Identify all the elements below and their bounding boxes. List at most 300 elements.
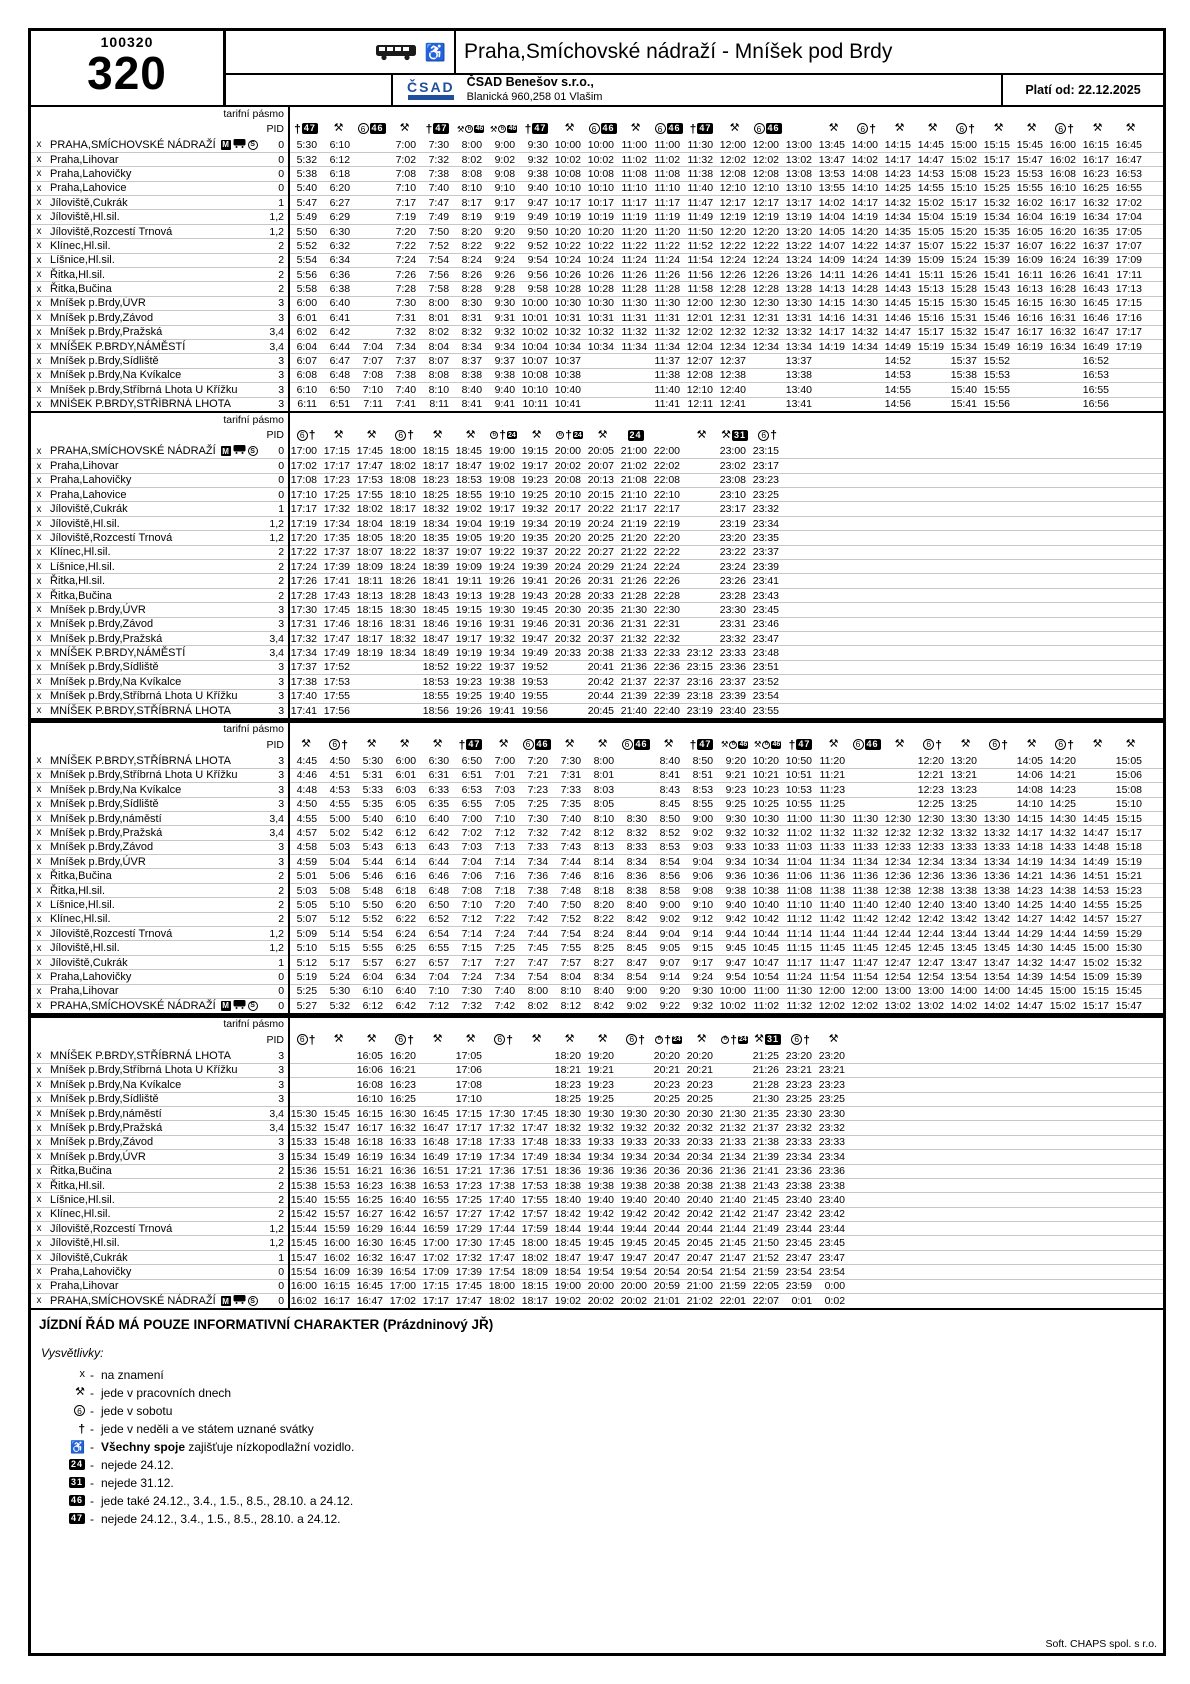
saturday-circle-icon: 6 — [754, 123, 765, 134]
time-cell — [685, 545, 718, 559]
trip-symbols — [421, 120, 454, 138]
time-cell: 17:00 — [388, 1279, 421, 1293]
time-cell: 5:47 — [289, 196, 322, 210]
time-cell: 8:54 — [652, 855, 685, 869]
time-cell: 4:48 — [289, 783, 322, 797]
tariff-zone: 3 — [259, 689, 289, 703]
service-symbol — [457, 125, 484, 134]
time-cell: 9:38 — [718, 883, 751, 897]
time-cell — [355, 253, 388, 267]
time-cell: 16:05 — [1015, 224, 1048, 238]
time-cell: 14:49 — [883, 339, 916, 353]
time-cell: 6:40 — [388, 984, 421, 998]
time-cell: 17:47 — [454, 1294, 487, 1308]
note-46-badge: 46 — [767, 123, 780, 134]
time-cell: 5:05 — [289, 898, 322, 912]
service-symbol — [923, 739, 942, 751]
time-cell: 16:17 — [1015, 325, 1048, 339]
time-cell: 23:02 — [718, 459, 751, 473]
trip-symbols — [520, 426, 553, 444]
tariff-zone: 0 — [259, 473, 289, 487]
time-cell: 14:02 — [817, 196, 850, 210]
time-cell: 5:48 — [355, 883, 388, 897]
time-cell: 7:14 — [454, 927, 487, 941]
time-cell: 11:47 — [817, 955, 850, 969]
stop-row — [31, 703, 1163, 717]
time-cell: 11:31 — [619, 311, 652, 325]
stop-name: MNÍŠEK P.BRDY,STŘÍBRNÁ LHOTA — [50, 754, 231, 767]
trip-symbols — [355, 1031, 388, 1049]
tariff-zone: 0 — [259, 488, 289, 502]
time-cell: 12:47 — [916, 955, 949, 969]
stop-name: Řitka,Bučina — [47, 869, 259, 883]
time-cell: 6:04 — [355, 970, 388, 984]
time-cell: 20:42 — [652, 1207, 685, 1221]
time-cell: 12:31 — [751, 311, 784, 325]
tariff-zone: 2 — [259, 1178, 289, 1192]
time-cell: 8:19 — [454, 210, 487, 224]
time-cell: 12:41 — [718, 397, 751, 411]
time-cell: 15:41 — [982, 268, 1015, 282]
time-cell — [850, 354, 883, 368]
time-cell: 11:02 — [619, 152, 652, 166]
time-cell: 19:00 — [488, 445, 516, 458]
stop-row — [31, 152, 1163, 166]
trip-symbols — [784, 736, 817, 754]
time-cell: 9:03 — [685, 840, 718, 854]
stop-row — [31, 754, 1163, 768]
time-cell: 13:34 — [949, 855, 982, 869]
time-cell — [685, 588, 718, 602]
time-cell: 7:00 — [454, 811, 487, 825]
trip-symbols — [421, 1031, 454, 1049]
time-cell: 13:38 — [784, 368, 817, 382]
time-cell: 17:36 — [487, 1164, 520, 1178]
service-symbol — [1126, 123, 1136, 134]
request-stop-flag: x — [31, 1265, 47, 1279]
metro-icon: M — [222, 140, 229, 150]
stop-name: Mníšek p.Brdy,Na Kvíkalce — [47, 675, 259, 689]
time-cell: 23:38 — [784, 1178, 817, 1192]
time-cell: 15:37 — [949, 354, 982, 368]
time-cell: 18:34 — [553, 1150, 586, 1164]
time-cell: 6:55 — [421, 941, 454, 955]
time-cell: 19:11 — [454, 574, 487, 588]
time-cell: 12:24 — [751, 253, 784, 267]
time-cell: 10:26 — [553, 268, 586, 282]
time-cell: 20:41 — [586, 660, 619, 674]
time-cell — [850, 754, 883, 768]
stop-row — [31, 368, 1163, 382]
stop-name: Mníšek p.Brdy,náměstí — [47, 1106, 259, 1120]
service-symbol — [334, 430, 344, 441]
time-cell: 7:52 — [553, 912, 586, 926]
time-cell: 17:25 — [454, 1193, 487, 1207]
time-cell: 20:37 — [586, 632, 619, 646]
time-cell — [685, 574, 718, 588]
time-cell: 19:37 — [487, 660, 520, 674]
time-cell: 11:54 — [817, 970, 850, 984]
time-cell: 6:08 — [289, 368, 322, 382]
csad-logo — [407, 80, 455, 100]
time-cell: 21:33 — [619, 646, 652, 660]
trip-symbols-row — [31, 426, 1163, 444]
time-cell: 8:20 — [454, 224, 487, 238]
time-cell — [388, 675, 421, 689]
workdays-hammers-icon: ⚒ — [721, 428, 731, 441]
time-cell: 19:52 — [520, 660, 553, 674]
tariff-zone: 2 — [259, 545, 289, 559]
tariff-zone: 0 — [259, 970, 289, 984]
time-cell: 21:35 — [751, 1106, 784, 1120]
request-stop-flag: x — [31, 516, 47, 530]
time-cell: 15:34 — [982, 210, 1015, 224]
request-stop-flag: x — [31, 998, 47, 1012]
time-cell: 23:25 — [751, 488, 784, 502]
time-cell: 7:13 — [487, 840, 520, 854]
time-cell: 16:48 — [421, 1135, 454, 1149]
time-cell: 21:37 — [751, 1121, 784, 1135]
time-cell: 16:45 — [1081, 296, 1114, 310]
time-cell — [1048, 383, 1081, 397]
trip-symbols — [718, 1031, 751, 1049]
service-symbol — [367, 1034, 377, 1045]
time-cell: 5:19 — [289, 970, 322, 984]
stop-name: Mníšek p.Brdy,Na Kvíkalce — [47, 783, 259, 797]
time-cell: 7:18 — [487, 883, 520, 897]
time-cell: 19:15 — [454, 603, 487, 617]
time-cell: 16:47 — [421, 1121, 454, 1135]
time-cell: 20:07 — [586, 459, 619, 473]
stop-row — [31, 840, 1163, 854]
workdays-hammers-icon: ⚒ — [1125, 738, 1136, 751]
time-cell: 18:26 — [388, 574, 421, 588]
time-cell: 8:36 — [619, 869, 652, 883]
time-cell: 23:44 — [817, 1222, 850, 1236]
time-cell: 18:23 — [421, 473, 454, 487]
time-cell: 12:08 — [685, 368, 718, 382]
time-cell: 5:01 — [289, 869, 322, 883]
trip-symbols — [586, 1031, 619, 1049]
service-symbol — [329, 739, 348, 751]
trip-symbols — [289, 1031, 322, 1049]
service-symbol — [523, 739, 551, 750]
time-cell — [487, 1078, 520, 1092]
time-cell: 6:51 — [322, 397, 355, 411]
time-cell: 17:32 — [289, 632, 322, 646]
saturday-circle-icon: 6 — [297, 1034, 308, 1045]
legend-symbol — [41, 1513, 85, 1524]
time-cell: 10:53 — [784, 783, 817, 797]
time-cell: 7:01 — [487, 768, 520, 782]
time-cell: 17:47 — [520, 1121, 553, 1135]
time-cell: 22:01 — [718, 1294, 751, 1308]
trip-symbols — [784, 120, 817, 138]
time-cell: 11:00 — [751, 984, 784, 998]
time-cell: 6:20 — [388, 898, 421, 912]
time-cell: 5:04 — [322, 855, 355, 869]
time-cell: 13:30 — [982, 811, 1015, 825]
time-cell: 16:51 — [421, 1164, 454, 1178]
time-cell: 23:40 — [718, 703, 751, 717]
stop-row — [31, 560, 1163, 574]
time-cell: 10:24 — [586, 253, 619, 267]
note-46-badge: 46 — [739, 741, 748, 749]
time-cell: 23:32 — [817, 1121, 850, 1135]
time-cell — [685, 531, 718, 545]
time-cell: 7:46 — [553, 869, 586, 883]
stop-name: Praha,Lihovar — [47, 459, 259, 473]
time-cell: 9:30 — [685, 984, 718, 998]
time-cell: 9:02 — [487, 152, 520, 166]
time-cell: 6:11 — [289, 397, 322, 411]
time-cell: 12:21 — [916, 768, 949, 782]
time-cell: 20:29 — [586, 560, 619, 574]
time-cell: 23:20 — [718, 531, 751, 545]
time-cell: 6:22 — [388, 912, 421, 926]
request-stop-flag: x — [31, 703, 47, 717]
workdays-hammers-icon: ⚒ — [531, 1033, 542, 1046]
time-cell: 13:00 — [916, 984, 949, 998]
time-cell: 17:19 — [1114, 339, 1147, 353]
request-stop-flag: x — [31, 603, 47, 617]
time-cell — [718, 1092, 751, 1106]
time-cell: 22:08 — [652, 473, 685, 487]
stop-row — [31, 282, 1163, 296]
stop-row — [31, 311, 1163, 325]
time-cell: 23:51 — [751, 660, 784, 674]
time-cell — [619, 397, 652, 411]
time-cell: 15:47 — [1114, 998, 1147, 1012]
time-cell: 11:40 — [685, 181, 718, 195]
stop-row — [31, 167, 1163, 181]
time-cell: 11:25 — [817, 797, 850, 811]
service-symbol — [956, 123, 975, 135]
trip-symbols — [289, 426, 322, 444]
stop-name: Mníšek p.Brdy,ÚVR — [47, 1150, 259, 1164]
time-cell: 7:06 — [454, 869, 487, 883]
time-cell: 21:37 — [619, 675, 652, 689]
time-cell: 8:14 — [586, 855, 619, 869]
time-cell: 21:00 — [620, 445, 648, 458]
time-cell: 16:34 — [1081, 210, 1114, 224]
time-cell: 12:08 — [718, 167, 751, 181]
trip-symbols — [553, 120, 586, 138]
stop-name: Řitka,Bučina — [47, 1164, 259, 1178]
time-cell: 14:52 — [883, 354, 916, 368]
tariff-zone: 3,4 — [259, 811, 289, 825]
time-cell: 10:42 — [751, 912, 784, 926]
stop-name: MNÍŠEK P.BRDY,NÁMĚSTÍ — [47, 339, 259, 353]
time-cell: 19:20 — [487, 531, 520, 545]
time-cell: 18:07 — [355, 545, 388, 559]
time-cell: 9:00 — [619, 984, 652, 998]
time-cell — [355, 689, 388, 703]
time-cell — [355, 325, 388, 339]
service-symbol — [631, 123, 641, 134]
time-cell: 7:31 — [553, 768, 586, 782]
time-cell: 11:32 — [784, 998, 817, 1012]
time-cell: 16:55 — [1081, 383, 1114, 397]
time-cell: 5:32 — [289, 152, 322, 166]
stop-row — [31, 181, 1163, 195]
time-cell — [355, 138, 388, 152]
request-stop-flag: x — [31, 783, 47, 797]
time-cell — [586, 397, 619, 411]
time-cell: 20:45 — [685, 1236, 718, 1250]
time-cell: 17:17 — [454, 1121, 487, 1135]
time-cell: 10:44 — [751, 927, 784, 941]
time-cell: 4:50 — [329, 754, 351, 767]
legend-text: na znamení — [101, 1367, 164, 1382]
time-cell: 20:00 — [586, 1279, 619, 1293]
request-stop-flag: x — [31, 1092, 47, 1106]
service-symbol — [589, 123, 617, 134]
time-cell: 15:53 — [982, 368, 1015, 382]
workdays-hammers-icon: ⚒ — [894, 122, 905, 135]
time-cell: 19:30 — [619, 1106, 652, 1120]
time-cell: 14:16 — [817, 311, 850, 325]
time-cell: 15:52 — [982, 354, 1015, 368]
time-cell: 7:23 — [520, 783, 553, 797]
time-cell: 10:00 — [554, 138, 582, 151]
time-cell: 7:02 — [388, 152, 421, 166]
time-cell: 5:50 — [289, 224, 322, 238]
tariff-zone: 3 — [259, 1078, 289, 1092]
trip-symbols — [586, 120, 619, 138]
time-cell: 9:24 — [685, 970, 718, 984]
time-cell: 22:05 — [751, 1279, 784, 1293]
time-cell: 19:37 — [520, 545, 553, 559]
time-cell: 23:21 — [784, 1063, 817, 1077]
time-cell: 16:47 — [1081, 325, 1114, 339]
time-cell: 12:10 — [718, 181, 751, 195]
stop-name: PRAHA,SMÍCHOVSKÉ NÁDRAŽÍ M S — [47, 1294, 259, 1308]
time-cell: 15:15 — [983, 138, 1011, 151]
note-46-badge: 46 — [772, 741, 781, 749]
time-cell: 9:38 — [520, 167, 553, 181]
time-cell: 9:02 — [685, 826, 718, 840]
time-cell: 4:51 — [322, 768, 355, 782]
saturday-circle-icon: 6 — [498, 125, 506, 133]
request-stop-flag: x — [31, 1294, 47, 1308]
time-cell: 7:24 — [454, 970, 487, 984]
time-cell: 19:24 — [487, 560, 520, 574]
time-cell: 19:56 — [520, 703, 553, 717]
trip-symbols — [751, 736, 784, 754]
time-cell: 14:28 — [850, 282, 883, 296]
time-cell: 13:38 — [949, 883, 982, 897]
time-cell: 13:44 — [949, 927, 982, 941]
time-cell: 23:28 — [718, 588, 751, 602]
time-cell: 11:08 — [784, 883, 817, 897]
time-cell — [619, 368, 652, 382]
time-cell — [685, 603, 718, 617]
time-cell: 12:32 — [718, 325, 751, 339]
time-cell: 16:31 — [1048, 311, 1081, 325]
service-symbol — [78, 1423, 85, 1435]
stop-row — [31, 1279, 1163, 1293]
time-cell: 9:22 — [652, 998, 685, 1012]
time-cell: 23:54 — [817, 1265, 850, 1279]
request-stop-flag: x — [31, 1135, 47, 1149]
trip-symbols — [454, 120, 487, 138]
time-cell: 17:10 — [454, 1092, 487, 1106]
legend-items — [41, 1368, 1153, 1526]
time-cell: 6:31 — [421, 768, 454, 782]
time-cell: 8:30 — [619, 811, 652, 825]
time-cell: 11:00 — [784, 811, 817, 825]
request-stop-flag: x — [31, 1164, 47, 1178]
time-cell: 17:34 — [487, 1150, 520, 1164]
time-cell: 21:54 — [718, 1265, 751, 1279]
time-cell: 14:47 — [1081, 826, 1114, 840]
time-cell: 11:44 — [850, 927, 883, 941]
time-cell: 20:20 — [653, 1049, 681, 1062]
time-cell: 16:21 — [388, 1063, 421, 1077]
time-cell: 18:24 — [388, 560, 421, 574]
time-cell: 11:34 — [850, 855, 883, 869]
service-symbol — [721, 430, 748, 441]
stop-row — [31, 783, 1163, 797]
time-cell: 14:20 — [850, 224, 883, 238]
time-cell: 11:36 — [817, 869, 850, 883]
time-cell: 11:06 — [784, 869, 817, 883]
time-cell: 23:42 — [784, 1207, 817, 1221]
time-cell — [718, 1063, 751, 1077]
time-cell: 16:11 — [1015, 268, 1048, 282]
service-symbol — [1055, 739, 1074, 751]
service-symbol — [994, 123, 1004, 134]
time-cell: 15:53 — [322, 1178, 355, 1192]
time-cell: 12:30 — [751, 296, 784, 310]
time-cell: 8:54 — [619, 970, 652, 984]
stop-row — [31, 545, 1163, 559]
time-cell: 19:05 — [454, 531, 487, 545]
time-cell: 10:02 — [586, 152, 619, 166]
time-cell: 11:15 — [784, 941, 817, 955]
time-cell: 16:28 — [1048, 282, 1081, 296]
time-cell: 11:26 — [619, 268, 652, 282]
sunday-holiday-dagger-icon: † — [968, 121, 975, 136]
time-cell: 0:02 — [817, 1294, 850, 1308]
time-cell: 19:54 — [586, 1265, 619, 1279]
time-cell: 15:40 — [949, 383, 982, 397]
note-47-badge: 47 — [798, 739, 811, 750]
time-cell: 18:15 — [422, 445, 450, 458]
time-cell: 17:53 — [322, 675, 355, 689]
time-cell: 14:45 — [1081, 811, 1114, 825]
time-cell: 20:40 — [652, 1193, 685, 1207]
stop-row — [31, 898, 1163, 912]
service-symbol — [628, 430, 644, 441]
time-cell: 16:45 — [1115, 138, 1143, 151]
time-cell: 17:15 — [454, 1106, 487, 1120]
time-cell: 17:21 — [454, 1164, 487, 1178]
time-cell: 16:15 — [1015, 296, 1048, 310]
service-symbol — [459, 739, 483, 751]
trip-symbols — [652, 1031, 685, 1049]
time-cell: 21:47 — [751, 1207, 784, 1221]
time-cell: 23:32 — [751, 502, 784, 516]
workdays-hammers-icon: ⚒ — [399, 122, 410, 135]
time-cell: 14:25 — [1015, 898, 1048, 912]
time-cell: 11:03 — [784, 840, 817, 854]
time-cell: 10:30 — [586, 296, 619, 310]
time-cell: 17:55 — [355, 488, 388, 502]
legend-item: 31 - nejede 31.12. — [41, 1476, 1153, 1490]
time-cell: 23:33 — [784, 1135, 817, 1149]
